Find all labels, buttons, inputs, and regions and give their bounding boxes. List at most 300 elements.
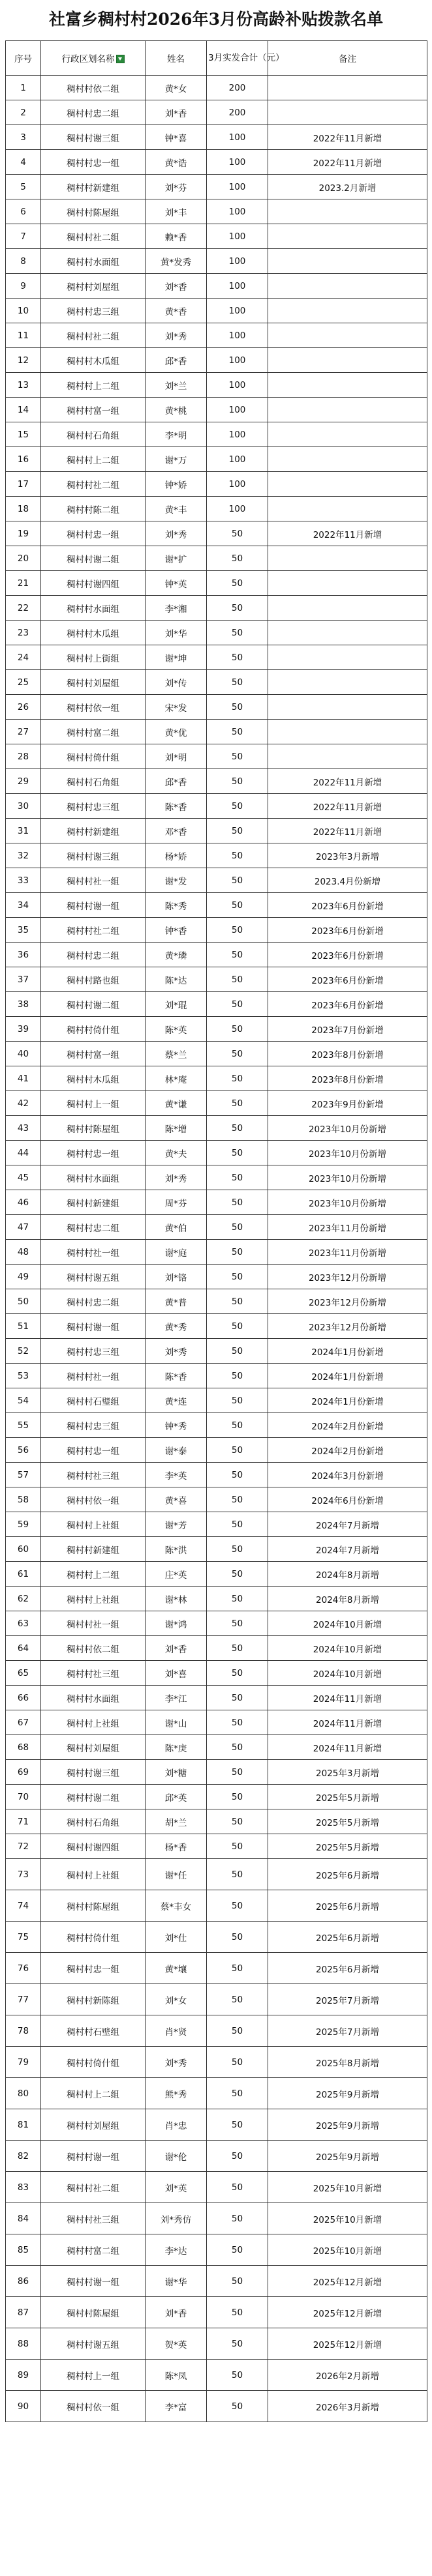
area-cell: 稠村村谢二组 [41, 992, 146, 1017]
area-cell: 稠村村上二组 [41, 2078, 146, 2109]
table-row [6, 1314, 427, 1339]
table-row [6, 76, 427, 100]
seq-cell: 57 [6, 1463, 41, 1487]
name-cell: 刘*香 [146, 2297, 207, 2328]
amount-cell: 50 [207, 1165, 268, 1190]
seq-cell: 10 [6, 299, 41, 323]
note-cell: 2026年2月新增 [268, 2360, 427, 2391]
name-cell: 陈*英 [146, 1017, 207, 1042]
seq-cell: 1 [6, 76, 41, 100]
name-cell: 刘*香 [146, 274, 207, 299]
amount-cell: 50 [207, 1339, 268, 1364]
table-row [6, 1834, 427, 1859]
name-cell: 陈*香 [146, 794, 207, 819]
amount-cell: 50 [207, 1710, 268, 1735]
table-row [6, 2234, 427, 2266]
header-seq-label: 序号 [14, 54, 32, 65]
seq-cell: 90 [6, 2391, 41, 2422]
note-cell: 2024年8月新增 [268, 1587, 427, 1611]
area-cell: 稠村村依二组 [41, 1636, 146, 1661]
table-row [6, 843, 427, 868]
amount-cell: 50 [207, 1636, 268, 1661]
header-name [146, 41, 207, 76]
note-cell: 2023年10月份新增 [268, 1116, 427, 1141]
amount-cell: 100 [207, 249, 268, 274]
note-cell: 2025年3月新增 [268, 1760, 427, 1785]
name-cell: 周*芬 [146, 1190, 207, 1215]
table-row [6, 769, 427, 794]
amount-cell: 100 [207, 224, 268, 249]
seq-cell: 32 [6, 843, 41, 868]
note-cell: 2022年11月新增 [268, 150, 427, 175]
note-cell [268, 720, 427, 744]
table-row [6, 2078, 427, 2109]
note-cell: 2025年7月新增 [268, 2015, 427, 2047]
amount-cell: 50 [207, 2203, 268, 2234]
area-cell: 稠村村新建组 [41, 175, 146, 199]
table-row [6, 1116, 427, 1141]
note-cell: 2022年11月新增 [268, 819, 427, 843]
seq-cell: 55 [6, 1413, 41, 1438]
table-row [6, 546, 427, 571]
table-row [6, 497, 427, 521]
name-cell: 谢*坤 [146, 645, 207, 670]
seq-cell: 19 [6, 521, 41, 546]
name-cell: 庄*英 [146, 1562, 207, 1587]
name-cell: 黄*普 [146, 1289, 207, 1314]
table-row [6, 199, 427, 224]
seq-cell: 35 [6, 918, 41, 943]
area-cell: 稠村村陈二组 [41, 497, 146, 521]
name-cell: 谢*华 [146, 2266, 207, 2297]
table-row [6, 348, 427, 373]
table-row [6, 893, 427, 918]
name-cell: 钟*英 [146, 571, 207, 596]
area-cell: 稠村村社二组 [41, 472, 146, 497]
name-cell: 黄*壤 [146, 1953, 207, 1984]
seq-cell: 64 [6, 1636, 41, 1661]
seq-cell: 79 [6, 2047, 41, 2078]
amount-cell: 50 [207, 1890, 268, 1922]
seq-cell: 67 [6, 1710, 41, 1735]
header-note [268, 41, 427, 76]
table-row [6, 967, 427, 992]
note-cell: 2023年10月份新增 [268, 1141, 427, 1165]
amount-cell: 50 [207, 2047, 268, 2078]
area-cell: 稠村村刘屋组 [41, 1735, 146, 1760]
area-cell: 稠村村石壁组 [41, 2015, 146, 2047]
amount-cell: 100 [207, 150, 268, 175]
seq-cell: 84 [6, 2203, 41, 2234]
note-cell [268, 398, 427, 422]
area-cell: 稠村村社三组 [41, 1661, 146, 1686]
area-cell: 稠村村新建组 [41, 819, 146, 843]
area-cell: 稠村村谢五组 [41, 2328, 146, 2360]
name-cell: 刘*秀 [146, 1339, 207, 1364]
note-cell: 2025年10月新增 [268, 2203, 427, 2234]
table-row [6, 2266, 427, 2297]
name-cell: 谢*发 [146, 868, 207, 893]
area-cell: 稠村村社一组 [41, 1240, 146, 1265]
name-cell: 刘*明 [146, 744, 207, 769]
area-cell: 稠村村倚什组 [41, 1017, 146, 1042]
amount-cell: 100 [207, 447, 268, 472]
area-cell: 稠村村忠一组 [41, 1438, 146, 1463]
amount-cell: 50 [207, 2391, 268, 2422]
name-cell: 谢*鸿 [146, 1611, 207, 1636]
subsidy-table [5, 40, 427, 2422]
table-row [6, 1686, 427, 1710]
name-cell: 刘*糖 [146, 1760, 207, 1785]
area-cell: 稠村村陈屋组 [41, 199, 146, 224]
name-cell: 黄*女 [146, 76, 207, 100]
area-cell: 稠村村依二组 [41, 76, 146, 100]
note-cell: 2024年7月新增 [268, 1512, 427, 1537]
note-cell [268, 76, 427, 100]
area-cell: 稠村村富一组 [41, 398, 146, 422]
name-cell: 陈*庚 [146, 1735, 207, 1760]
amount-cell: 50 [207, 1091, 268, 1116]
table-row [6, 1388, 427, 1413]
note-cell: 2024年6月份新增 [268, 1487, 427, 1512]
area-cell: 稠村村富二组 [41, 720, 146, 744]
note-cell: 2025年7月新增 [268, 1984, 427, 2015]
area-cell: 稠村村谢三组 [41, 843, 146, 868]
amount-cell: 50 [207, 670, 268, 695]
note-cell: 2024年7月新增 [268, 1537, 427, 1562]
amount-cell: 50 [207, 1785, 268, 1809]
seq-cell: 22 [6, 596, 41, 621]
amount-cell: 100 [207, 348, 268, 373]
name-cell: 刘*秀 [146, 521, 207, 546]
area-cell: 稠村村谢一组 [41, 2266, 146, 2297]
note-cell: 2025年9月新增 [268, 2109, 427, 2141]
amount-cell: 200 [207, 100, 268, 125]
table-row [6, 472, 427, 497]
seq-cell: 26 [6, 695, 41, 720]
table-row [6, 1512, 427, 1537]
name-cell: 谢*任 [146, 1859, 207, 1890]
area-cell: 稠村村上二组 [41, 373, 146, 398]
amount-cell: 50 [207, 1042, 268, 1066]
amount-cell: 50 [207, 645, 268, 670]
area-cell: 稠村村社三组 [41, 2203, 146, 2234]
table-row [6, 744, 427, 769]
amount-cell: 50 [207, 596, 268, 621]
note-cell: 2025年5月新增 [268, 1834, 427, 1859]
area-cell: 稠村村上一组 [41, 1091, 146, 1116]
name-cell: 熊*秀 [146, 2078, 207, 2109]
name-cell: 黄*发秀 [146, 249, 207, 274]
area-cell: 稠村村忠二组 [41, 1215, 146, 1240]
amount-cell: 100 [207, 422, 268, 447]
seq-cell: 27 [6, 720, 41, 744]
area-cell: 稠村村谢五组 [41, 1265, 146, 1289]
amount-cell: 50 [207, 2328, 268, 2360]
note-cell: 2023年11月份新增 [268, 1240, 427, 1265]
amount-cell: 50 [207, 1314, 268, 1339]
amount-cell: 50 [207, 521, 268, 546]
amount-cell: 50 [207, 2015, 268, 2047]
table-row [6, 1661, 427, 1686]
table-row [6, 1141, 427, 1165]
amount-cell: 50 [207, 1984, 268, 2015]
amount-cell: 100 [207, 299, 268, 323]
note-cell: 2023年11月份新增 [268, 1215, 427, 1240]
note-cell: 2025年5月新增 [268, 1809, 427, 1834]
seq-cell: 12 [6, 348, 41, 373]
seq-cell: 44 [6, 1141, 41, 1165]
name-cell: 刘*铬 [146, 1265, 207, 1289]
table-row [6, 621, 427, 645]
area-cell: 稠村村木瓜组 [41, 1066, 146, 1091]
table-row [6, 2203, 427, 2234]
amount-cell: 50 [207, 1562, 268, 1587]
name-cell: 黄*夫 [146, 1141, 207, 1165]
area-cell: 稠村村社一组 [41, 1364, 146, 1388]
name-cell: 刘*琨 [146, 992, 207, 1017]
amount-cell: 50 [207, 843, 268, 868]
table-row [6, 1487, 427, 1512]
name-cell: 谢*伦 [146, 2141, 207, 2172]
note-cell: 2025年9月新增 [268, 2141, 427, 2172]
table-row [6, 1364, 427, 1388]
area-cell: 稠村村石璧组 [41, 1388, 146, 1413]
table-row [6, 100, 427, 125]
note-cell: 2024年2月份新增 [268, 1413, 427, 1438]
seq-cell: 45 [6, 1165, 41, 1190]
seq-cell: 72 [6, 1834, 41, 1859]
amount-cell: 100 [207, 175, 268, 199]
name-cell: 邱*英 [146, 1785, 207, 1809]
name-cell: 黄*喜 [146, 1487, 207, 1512]
note-cell: 2025年10月新增 [268, 2172, 427, 2203]
name-cell: 刘*兰 [146, 373, 207, 398]
note-cell: 2023年9月份新增 [268, 1091, 427, 1116]
name-cell: 刘*女 [146, 1984, 207, 2015]
seq-cell: 20 [6, 546, 41, 571]
note-cell [268, 199, 427, 224]
area-cell: 稠村村水面组 [41, 1686, 146, 1710]
note-cell: 2025年12月新增 [268, 2328, 427, 2360]
table-row [6, 1611, 427, 1636]
area-cell: 稠村村谢四组 [41, 1834, 146, 1859]
area-cell: 稠村村忠一组 [41, 150, 146, 175]
area-cell: 稠村村路也组 [41, 967, 146, 992]
seq-cell: 5 [6, 175, 41, 199]
table-row [6, 596, 427, 621]
seq-cell: 48 [6, 1240, 41, 1265]
seq-cell: 58 [6, 1487, 41, 1512]
note-cell: 2024年1月份新增 [268, 1364, 427, 1388]
note-cell: 2023年12月份新增 [268, 1314, 427, 1339]
seq-cell: 53 [6, 1364, 41, 1388]
seq-cell: 41 [6, 1066, 41, 1091]
name-cell: 谢*庭 [146, 1240, 207, 1265]
amount-cell: 50 [207, 1809, 268, 1834]
note-cell: 2024年1月份新增 [268, 1388, 427, 1413]
name-cell: 谢*山 [146, 1710, 207, 1735]
amount-cell: 50 [207, 2141, 268, 2172]
area-cell: 稠村村社三组 [41, 1463, 146, 1487]
table-row [6, 447, 427, 472]
name-cell: 宋*发 [146, 695, 207, 720]
area-cell: 稠村村谢一组 [41, 893, 146, 918]
note-cell [268, 373, 427, 398]
amount-cell: 50 [207, 1116, 268, 1141]
amount-cell: 50 [207, 967, 268, 992]
amount-cell: 50 [207, 868, 268, 893]
table-row [6, 1463, 427, 1487]
seq-cell: 18 [6, 497, 41, 521]
seq-cell: 16 [6, 447, 41, 472]
seq-cell: 83 [6, 2172, 41, 2203]
amount-cell: 50 [207, 2078, 268, 2109]
table-row [6, 720, 427, 744]
seq-cell: 68 [6, 1735, 41, 1760]
amount-cell: 50 [207, 2266, 268, 2297]
seq-cell: 76 [6, 1953, 41, 1984]
seq-cell: 81 [6, 2109, 41, 2141]
table-row [6, 918, 427, 943]
note-cell: 2026年3月新增 [268, 2391, 427, 2422]
table-row [6, 299, 427, 323]
area-cell: 稠村村忠三组 [41, 794, 146, 819]
amount-cell: 50 [207, 1413, 268, 1438]
name-cell: 刘*香 [146, 1636, 207, 1661]
area-cell: 稠村村水面组 [41, 596, 146, 621]
name-cell: 陈*香 [146, 1364, 207, 1388]
table-row [6, 1066, 427, 1091]
seq-cell: 42 [6, 1091, 41, 1116]
table-row [6, 695, 427, 720]
name-cell: 黄*谦 [146, 1091, 207, 1116]
table-row [6, 422, 427, 447]
area-cell: 稠村村富二组 [41, 2234, 146, 2266]
name-cell: 谢*扩 [146, 546, 207, 571]
name-cell: 李*英 [146, 1463, 207, 1487]
table-row [6, 398, 427, 422]
table-row [6, 224, 427, 249]
area-cell: 稠村村石角组 [41, 1809, 146, 1834]
table-row [6, 1215, 427, 1240]
table-row [6, 1165, 427, 1190]
table-row [6, 794, 427, 819]
name-cell: 刘*秀 [146, 1165, 207, 1190]
name-cell: 刘*仕 [146, 1922, 207, 1953]
table-row [6, 1859, 427, 1890]
area-cell: 稠村村新陈组 [41, 1984, 146, 2015]
note-cell: 2025年12月新增 [268, 2297, 427, 2328]
area-cell: 稠村村上社组 [41, 1710, 146, 1735]
amount-cell: 50 [207, 1661, 268, 1686]
amount-cell: 50 [207, 1686, 268, 1710]
amount-cell: 50 [207, 571, 268, 596]
seq-cell: 15 [6, 422, 41, 447]
amount-cell: 50 [207, 720, 268, 744]
name-cell: 邱*香 [146, 769, 207, 794]
amount-cell: 50 [207, 992, 268, 1017]
table-row [6, 249, 427, 274]
name-cell: 谢*芳 [146, 1512, 207, 1537]
seq-cell: 47 [6, 1215, 41, 1240]
area-cell: 稠村村上社组 [41, 1512, 146, 1537]
note-cell: 2024年11月新增 [268, 1710, 427, 1735]
area-cell: 稠村村上街组 [41, 645, 146, 670]
table-row [6, 1953, 427, 1984]
filter-dropdown-icon[interactable] [116, 55, 125, 63]
note-cell [268, 274, 427, 299]
note-cell: 2022年11月新增 [268, 521, 427, 546]
note-cell: 2024年11月新增 [268, 1686, 427, 1710]
area-cell: 稠村村木瓜组 [41, 348, 146, 373]
note-cell [268, 670, 427, 695]
table-row [6, 1890, 427, 1922]
amount-cell: 100 [207, 373, 268, 398]
note-cell: 2022年11月新增 [268, 794, 427, 819]
note-cell: 2023年10月份新增 [268, 1165, 427, 1190]
amount-cell: 50 [207, 1265, 268, 1289]
area-cell: 稠村村木瓜组 [41, 621, 146, 645]
name-cell: 刘*秀 [146, 2047, 207, 2078]
area-cell: 稠村村谢二组 [41, 546, 146, 571]
table-row [6, 1760, 427, 1785]
amount-cell: 50 [207, 2360, 268, 2391]
name-cell: 刘*传 [146, 670, 207, 695]
name-cell: 李*达 [146, 2234, 207, 2266]
table-row [6, 2297, 427, 2328]
area-cell: 稠村村社二组 [41, 2172, 146, 2203]
note-cell: 2023年12月份新增 [268, 1289, 427, 1314]
amount-cell: 50 [207, 1487, 268, 1512]
seq-cell: 80 [6, 2078, 41, 2109]
name-cell: 赖*香 [146, 224, 207, 249]
name-cell: 刘*芬 [146, 175, 207, 199]
seq-cell: 65 [6, 1661, 41, 1686]
amount-cell: 50 [207, 1017, 268, 1042]
table-row [6, 2360, 427, 2391]
seq-cell: 46 [6, 1190, 41, 1215]
area-cell: 稠村村社二组 [41, 224, 146, 249]
note-cell: 2023年10月份新增 [268, 1190, 427, 1215]
area-cell: 稠村村上一组 [41, 2360, 146, 2391]
area-cell: 稠村村忠三组 [41, 299, 146, 323]
note-cell: 2025年5月新增 [268, 1785, 427, 1809]
area-cell: 稠村村上二组 [41, 1562, 146, 1587]
amount-cell: 50 [207, 1834, 268, 1859]
note-cell: 2024年11月新增 [268, 1735, 427, 1760]
amount-cell: 50 [207, 1066, 268, 1091]
note-cell [268, 744, 427, 769]
amount-cell: 100 [207, 125, 268, 150]
seq-cell: 62 [6, 1587, 41, 1611]
amount-cell: 100 [207, 398, 268, 422]
amount-cell: 50 [207, 1760, 268, 1785]
area-cell: 稠村村刘屋组 [41, 2109, 146, 2141]
table-header [6, 41, 427, 76]
name-cell: 钟*喜 [146, 125, 207, 150]
amount-cell: 100 [207, 323, 268, 348]
name-cell: 陈*秀 [146, 893, 207, 918]
seq-cell: 37 [6, 967, 41, 992]
area-cell: 稠村村社一组 [41, 1611, 146, 1636]
amount-cell: 50 [207, 1289, 268, 1314]
amount-cell: 50 [207, 695, 268, 720]
area-cell: 稠村村石角组 [41, 769, 146, 794]
table-row [6, 521, 427, 546]
seq-cell: 39 [6, 1017, 41, 1042]
note-cell: 2023.4月份新增 [268, 868, 427, 893]
